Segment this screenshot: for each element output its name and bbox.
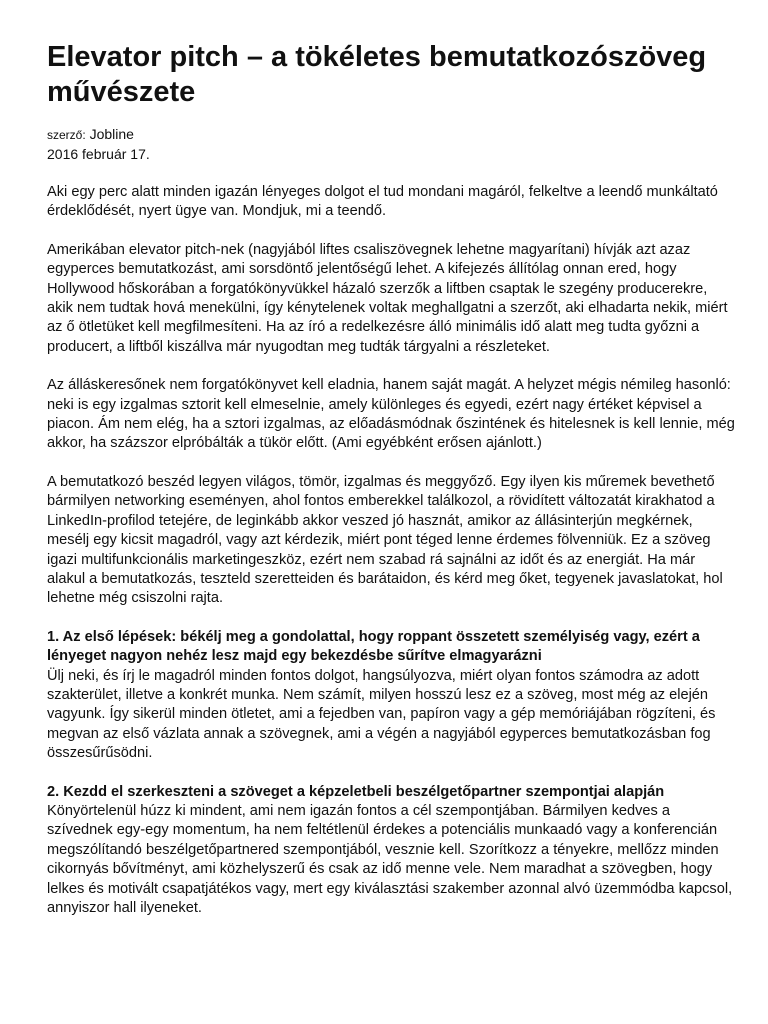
section-2-heading: 2. Kezdd el szerkeszteni a szöveget a képzeletbeli beszélgetőpartner szempontjai alapján bbox=[47, 783, 665, 800]
section-1-body: Ülj neki, és írj le magadról minden fontos dolgot, hangsúlyozva, miért olyan fontos számodra az adott szakterület, illetve a konkrét munka. Nem számít, milyen hosszú lesz ez a szöveg, most még az elején vagyunk. Így sikerül minden ötletet, ami a fejedben van, papíron vagy a gép memóriájában rögzíteni, és megvan az első vázlata annak a szövegnek, ami a végén a nagyjából egyperces bemutatkozásban fog összesűrűsödni. bbox=[47, 667, 716, 762]
publish-date: 2016 február 17. bbox=[47, 146, 150, 162]
article-title: Elevator pitch – a tökéletes bemutatkozószöveg művészete bbox=[47, 41, 707, 108]
article bbox=[47, 40, 737, 918]
section-2-body: Könyörtelenül húzz ki mindent, ami nem igazán fontos a cél szempontjában. Bármilyen kedves a szívednek egy-egy momentum, ha nem feltétlenül érdekes a potenciális munkaadó vagy a konferencián megszólítandó beszélgetőpartnered szempontjából, vesznie kell. Szorítkozz a tényekre, mellőzz minden cikornyás bővítményt, ami közhelyszerű és csak az idő menne vele. Nem maradhat a szövegben, hogy lelkes és motivált csapatjátékos vagy, mert egy kiválasztási szakember azonnal alvó üzemmódba kapcsol, annyiszor hall ilyeneket. bbox=[47, 802, 733, 916]
paragraph-2: Az álláskeresőnek nem forgatókönyvet kell eladnia, hanem saját magát. A helyzet mégis némileg hasonló: neki is egy izgalmas sztorit kell elmeselnie, amely különleges és egyedi, ezért nagy értéket képvisel a piacon. Ám nem elég, ha a sztori izgalmas, az előadásmódnak őszintének és hitelesnek is kell lennie, még akkor, ha százszor elpróbálták a tükör előtt. (Ami egyébként erősen ajánlott.) bbox=[47, 377, 735, 452]
paragraph-1: Amerikában elevator pitch-nek (nagyjából liftes csaliszövegnek lehetne magyarítani) hívják azt azaz egyperces bemutatkozást, ami sorsdöntő jelentőségű lehet. A kifejezés állítólag onnan ered, hogy Hollywood hőskorában a forgatókönyvükkel házaló szerzők a liftben csaptak le szegény producerekre, akik nem tudtak hová menekülni, így kénytelenek voltak meghallgatni a szerzőt, aki elhadarta nekik, miért az ő ötletüket kell megfilmesíteni. Ha az író a redelkezésre álló minimális idő alatt meg tudta győzni a producert, a liftből kiszállva már nyugodtan meg tudták tárgyalni a részleteket. bbox=[47, 241, 728, 355]
paragraph-3: A bemutatkozó beszéd legyen világos, tömör, izgalmas és meggyőző. Egy ilyen kis műremek bevethető bármilyen networking eseményen, ahol fontos emberekkel találkozol, a rövidített változatát kirakhatod a LinkedIn-profilod tetejére, de leginkább akkor veszed jó hasznát, amikor az állásinterjún megkérnek, mesélj egy kicsit magadról, vagy azt kérdezik, miért pont téged lenne érdemes fölvenniük. Ez a szöveg igazi multifunkcionális marketingeszköz, ezért nem szabad rá sajnálni az időt és az energiát. Ha már alakul a bemutatkozás, teszteld szeretteiden és barátaidon, és kérd meg őket, tegyenek javaslatokat, hol lehetne még csiszolni rajta. bbox=[47, 473, 723, 607]
article-meta bbox=[47, 125, 737, 164]
author-label: szerző: bbox=[47, 128, 86, 142]
author-name: Jobline bbox=[89, 126, 134, 142]
article-lead: Aki egy perc alatt minden igazán lényeges dolgot el tud mondani magáról, felkeltve a leendő munkáltató érdeklődését, nyert ügye van. Mondjuk, mi a teendő. bbox=[47, 184, 718, 220]
byline bbox=[47, 125, 737, 145]
section-1-heading: 1. Az első lépések: békélj meg a gondolattal, hogy roppant összetett személyiség vagy, ezért a lényeget nagyon nehéz lesz majd egy bekezdésbe sűrítve elmagyarázni bbox=[47, 628, 700, 665]
